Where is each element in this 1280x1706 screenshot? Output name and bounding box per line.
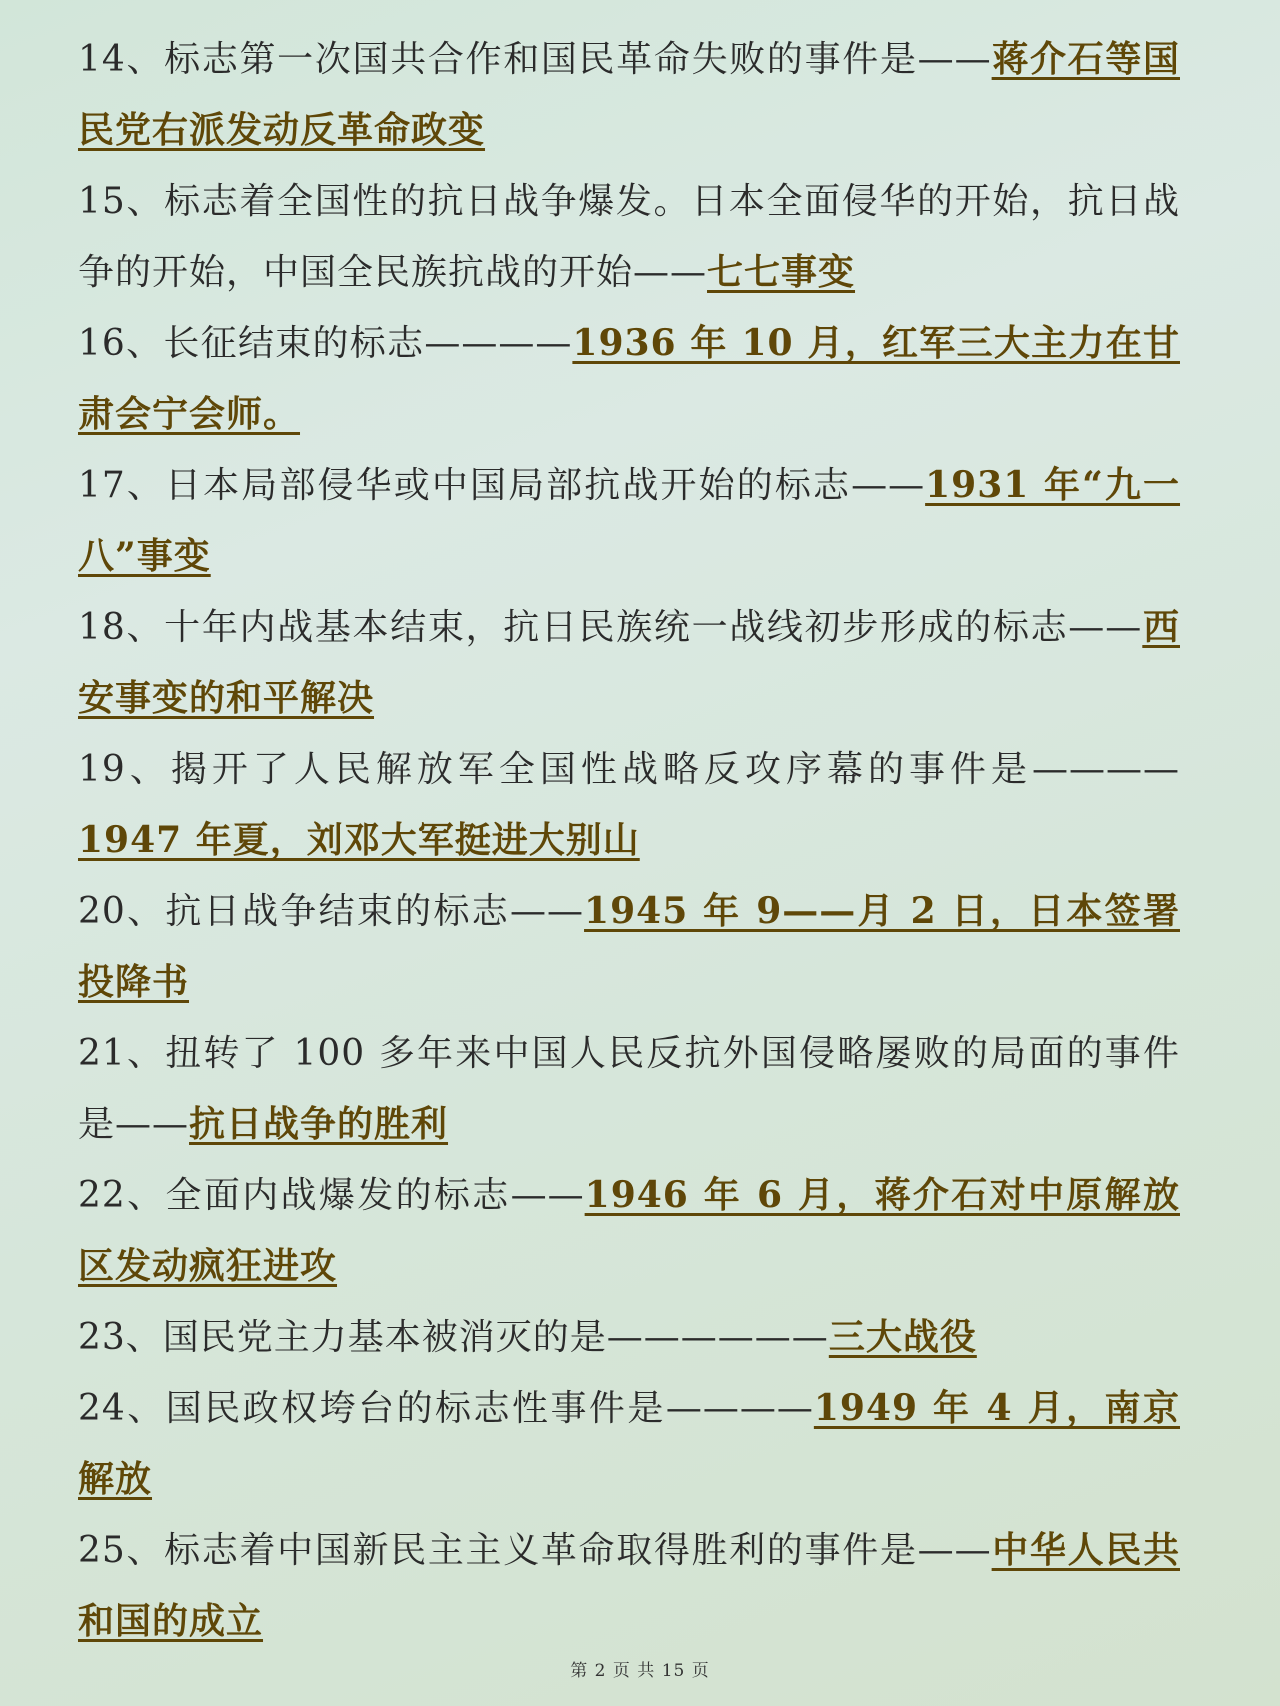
- list-item: [78, 1160, 1180, 1302]
- item-answer: 1945 年 9——月 2 日，日本签署投降书: [78, 890, 1180, 1003]
- list-item: [78, 876, 1180, 1018]
- list-item: [78, 24, 1180, 166]
- list-item: [78, 734, 1180, 876]
- item-answer: 1949 年 4 月，南京解放: [78, 1387, 1180, 1500]
- item-question: 21、扭转了 100 多年来中国人民反抗外国侵略屡败的局面的事件是——: [78, 1033, 1180, 1145]
- item-question: 16、长征结束的标志————: [78, 323, 573, 364]
- item-answer: 中华人民共和国的成立: [78, 1529, 1180, 1642]
- item-question: 24、国民政权垮台的标志性事件是————: [78, 1388, 814, 1429]
- list-item: [78, 1373, 1180, 1515]
- list-item: [78, 450, 1180, 592]
- document-body: [78, 24, 1180, 1657]
- item-question: 14、标志第一次国共合作和国民革命失败的事件是——: [78, 39, 992, 80]
- item-answer: 西安事变的和平解决: [78, 606, 1180, 719]
- item-question: 19、揭开了人民解放军全国性战略反攻序幕的事件是————: [78, 749, 1180, 790]
- item-answer: 1931 年“九一八”事变: [78, 464, 1181, 577]
- item-answer: 抗日战争的胜利: [189, 1103, 449, 1145]
- list-item: [78, 592, 1180, 734]
- item-answer: 1946 年 6 月，蒋介石对中原解放区发动疯狂进攻: [78, 1174, 1180, 1287]
- list-item: [78, 166, 1180, 308]
- item-answer: 1947 年夏，刘邓大军挺进大别山: [78, 819, 640, 861]
- list-item: [78, 1018, 1180, 1160]
- item-question: 20、抗日战争结束的标志——: [78, 891, 585, 932]
- item-question: 23、国民党主力基本被消灭的是——————: [78, 1317, 829, 1358]
- list-item: [78, 1302, 1180, 1373]
- item-answer: 1936 年 10 月，红军三大主力在甘肃会宁会师。: [78, 322, 1180, 435]
- item-question: 17、日本局部侵华或中国局部抗战开始的标志——: [78, 465, 926, 506]
- item-question: 15、标志着全国性的抗日战争爆发。日本全面侵华的开始，抗日战争的开始，中国全民族抗战的开始——: [78, 181, 1180, 293]
- item-question: 22、全面内战爆发的标志——: [78, 1175, 585, 1216]
- item-answer: 三大战役: [828, 1316, 977, 1358]
- list-item: [78, 1515, 1180, 1657]
- item-question: 18、十年内战基本结束，抗日民族统一战线初步形成的标志——: [78, 607, 1143, 648]
- page-number: 第 2 页 共 15 页: [570, 1661, 710, 1681]
- item-question: 25、标志着中国新民主主义革命取得胜利的事件是——: [78, 1530, 992, 1571]
- item-answer: 七七事变: [707, 251, 856, 293]
- item-answer: 蒋介石等国民党右派发动反革命政变: [78, 38, 1180, 151]
- list-item: [78, 308, 1180, 450]
